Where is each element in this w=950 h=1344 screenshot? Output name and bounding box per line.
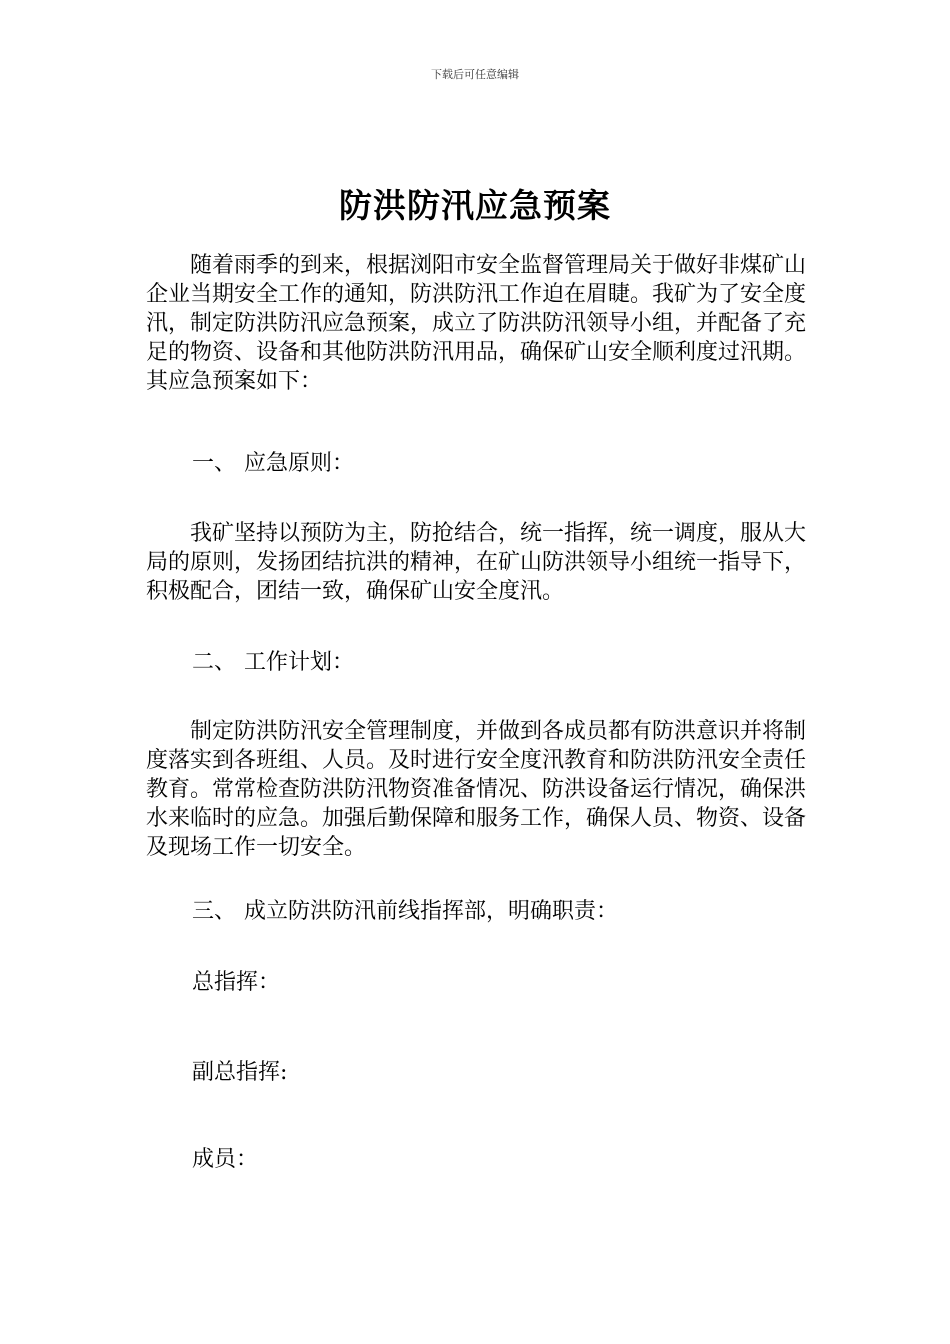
section-heading-2	[192, 648, 354, 677]
role-deputy-commander: 副总指挥:	[192, 1060, 288, 1085]
section-paragraph-1: 我矿坚持以预防为主，防抢结合，统一指挥，统一调度，服从大局的原则，发扬团结抗洪的精神，在矿山防洪领导小组统一指导下，积极配合，团结一致，确保矿山安全度汛。	[146, 521, 807, 604]
section-number: 一、	[192, 451, 237, 476]
section-title: 成立防洪防汛前线指挥部，明确职责：	[244, 899, 619, 924]
role-members: 成员：	[192, 1147, 259, 1172]
section-title: 工作计划：	[244, 650, 355, 675]
section-number: 二、	[192, 650, 237, 675]
section-heading-3	[192, 897, 618, 926]
intro-paragraph: 随着雨季的到来，根据浏阳市安全监督管理局关于做好非煤矿山企业当期安全工作的通知，防洪防汛工作迫在眉睫。我矿为了安全度汛，制定防洪防汛应急预案，成立了防洪防汛领导小组，并配备了充足的物资、设备和其他防洪防汛用品，确保矿山安全顺利度过汛期。其应急预案如下：	[146, 253, 807, 394]
section-paragraph-2: 制定防洪防汛安全管理制度，并做到各成员都有防洪意识并将制度落实到各班组、人员。及时进行安全度汛教育和防洪防汛安全责任教育。常常检查防洪防汛物资准备情况、防洪设备运行情况，确保洪水来临时的应急。加强后勤保障和服务工作，确保人员、物资、设备及现场工作一切安全。	[146, 719, 807, 860]
document-title: 防洪防汛应急预案	[339, 186, 611, 225]
section-number: 三、	[192, 899, 237, 924]
section-heading-1	[192, 449, 354, 478]
header-note: 下载后可任意编辑	[431, 68, 519, 81]
section-title: 应急原则：	[244, 451, 355, 476]
role-commander: 总指挥：	[192, 970, 281, 995]
